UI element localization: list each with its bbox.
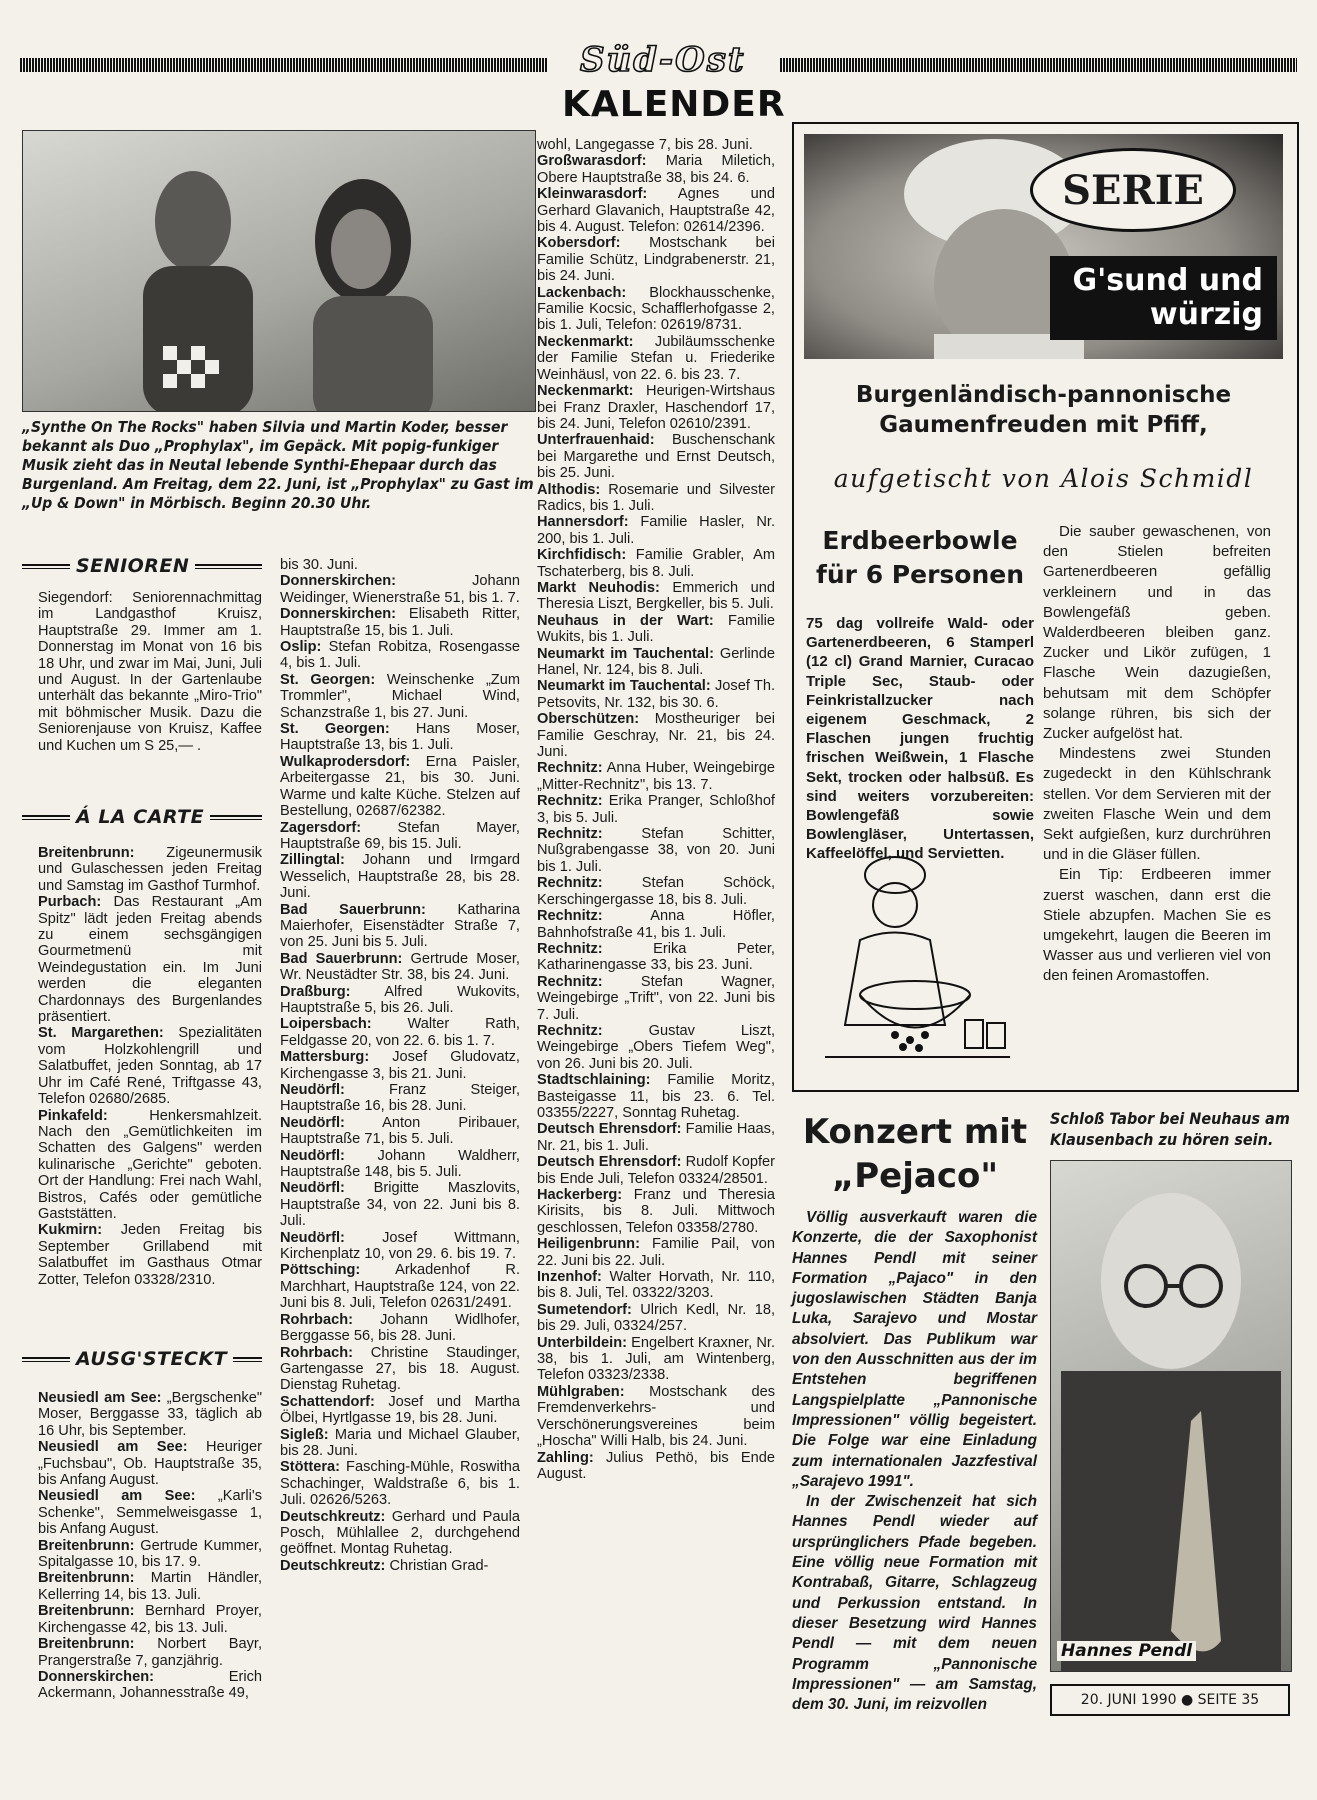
entry-text: Johann Widlhofer, Berggasse 56, bis 28. Juni. — [280, 1311, 520, 1345]
entry-place: Neckenmarkt: — [537, 333, 634, 350]
header-band-right — [780, 58, 1297, 72]
entry — [537, 137, 775, 153]
entry-text: Franz Steiger, Hauptstraße 16, bis 28. Juni. — [280, 1082, 520, 1115]
entry-place: Markt Neuhodis: — [537, 579, 660, 596]
entry — [280, 557, 520, 573]
entry-place: St. Georgen: — [280, 721, 390, 738]
entry-place: Neusiedl am See: — [38, 1488, 196, 1505]
entry-place: Stöttera: — [280, 1459, 340, 1476]
pendl-caption-top: Schloß Tabor bei Neuhaus am Klausenbach zu hören sein. — [1050, 1109, 1290, 1149]
entry-text: wohl, Langegasse 7, bis 28. Juni. — [537, 137, 753, 153]
recipe-method — [1043, 522, 1271, 987]
entry — [537, 760, 775, 793]
entry — [537, 1154, 775, 1187]
entry-text: Anna Huber, Weingebirge „Mitter-Rechnitz", bis 13. 7. — [537, 760, 775, 793]
entry — [537, 153, 775, 186]
konzert-p1: Völlig ausverkauft waren die Konzerte, die der Saxophonist Hannes Pendl mit seiner Formation „Pajaco" in den jugoslawischen Städten Banja Luka, Sarajevo und Mostar absolviert. Das Publikum war von den Ausschnitten aus der im Entstehen begriffenen Langspielplatte „Pannonische Impressionen" völlig begeistert. Die Folge war eine Einladung zum internationalen Jazzfestival „Sarajevo 1991". — [792, 1209, 1037, 1490]
entry-text: Mostschank des Fremdenverkehrs- und Verschönerungsvereines beim „Hoscha" Willi Halb, bis 24. Juni. — [537, 1383, 775, 1450]
entry-place: Kukmirn: — [38, 1222, 103, 1239]
entry — [280, 606, 520, 639]
entry — [280, 951, 520, 984]
entry-text: Erich Ackermann, Johannesstraße 49, — [38, 1668, 262, 1702]
entry — [280, 820, 520, 853]
serie-subtitle: aufgetischt von Alois Schmidl — [833, 464, 1254, 493]
entry — [537, 1072, 775, 1121]
entry — [280, 1115, 520, 1148]
entry — [537, 482, 775, 515]
entry-place: Mühlgraben: — [537, 1383, 625, 1400]
page-footer-date: 20. JUNI 1990 ● SEITE 35 — [1080, 1692, 1260, 1708]
kalender-logo-top: Süd-Ost — [580, 40, 746, 80]
entry-place: Zahling: — [537, 1449, 594, 1466]
entry-text: Alfred Wukovits, Hauptstraße 5, bis 26. Juli. — [280, 983, 520, 1016]
serie-badge: SERIE — [1030, 148, 1236, 232]
konzert-headline — [790, 1110, 1040, 1198]
entry — [537, 613, 775, 646]
entry-text: Spezialitäten vom Holzkohlengrill und Salatbuffet, jeden Sonntag, ab 17 Uhr im Café René, Triftgasse 43, Telefon 02680/2685. — [38, 1025, 262, 1108]
entry — [280, 672, 520, 721]
entry-text: Hans Moser, Hauptstraße 13, bis 1. Juli. — [280, 721, 520, 754]
entry-place: Deutsch Ehrensdorf: — [537, 1121, 682, 1138]
entry-text: Gertrude Moser, Wr. Neustädter Str. 38, bis 24. Juni. — [280, 950, 520, 984]
entry — [537, 875, 775, 908]
entry-text: Walter Rath, Feldgasse 20, von 22. 6. bis 1. 7. — [280, 1016, 520, 1049]
entry-place: Zillingtal: — [280, 852, 345, 869]
entry-place: St. Margarethen: — [38, 1025, 164, 1042]
entry — [38, 1222, 262, 1288]
entry-place: Pinkafeld: — [38, 1107, 108, 1124]
entry-place: Sumetendorf: — [537, 1301, 632, 1318]
entry — [280, 573, 520, 606]
entry-text: Christine Staudinger, Gartengasse 27, bis 18. August. Dienstag Ruhetag. — [280, 1344, 520, 1394]
entry-text: Familie Moritz, Basteigasse 11, bis 23. 6. Tel. 03355/2227, Sonntag Ruhetag. — [537, 1072, 775, 1121]
entry-text: Johann und Irmgard Wesselich, Hauptstraße 28, bis 28. Juni. — [280, 852, 520, 902]
entry-place: Unterfrauenhaid: — [537, 432, 655, 449]
recipe-method-p1: Die sauber gewaschenen, von den Stielen befreiten Gartenerdbeeren gefällig verkleinern und in das Bowlengefäß geben. Walderdbeeren bleiben ganz. Zucker und Likör zufügen, 1 Flasche Wein dazugießen, behutsam mit dem Schöpfer solange rühren, bis sich der Zucker aufgelöst hat. — [1043, 523, 1271, 743]
entry — [537, 1384, 775, 1450]
pendl-caption-bottom: Hannes Pendl — [1057, 1641, 1196, 1661]
entry-place: Breitenbrunn: — [38, 1636, 135, 1653]
entry — [280, 1180, 520, 1229]
entry — [537, 1335, 775, 1384]
entry-text: Stefan Schöck, Kerschingergasse 18, bis 8. Juli. — [537, 875, 775, 908]
entry-text: Katharina Maierhofer, Eisenstädter Straße 7, von 25. Juni bis 5. Juli. — [280, 901, 520, 951]
entry-place: Wulkaprodersdorf: — [280, 753, 411, 770]
entry — [38, 1570, 262, 1603]
entry — [280, 1558, 520, 1574]
kalender-logo — [556, 40, 786, 130]
entry-text: Siegendorf: Seniorennachmittag im Landgasthof Kruisz, Hauptstraße 29. Immer am 1. Donnerstag im Monat von 16 bis 18 Uhr, und zwar im Mai, Juni, Juli und August. In der Gartenlaube unterhält das bekannte „Miro-Trio" mit böhmischer Musik. Dazu die Seniorenjause von Kruisz, Kaffee und Kuchen um S 25,— . — [38, 590, 262, 754]
entry — [537, 1236, 775, 1269]
entry-place: Schattendorf: — [280, 1393, 375, 1410]
entry-place: Rechnitz: — [537, 826, 603, 843]
entry-text: Buschenschank bei Margarethe und Ernst Deutsch, bis 25. Juni. — [537, 432, 775, 482]
entry-place: Heiligenbrunn: — [537, 1236, 640, 1253]
entry-text: Weinschenke „Zum Trommler", Michael Wind, Schanzstraße 1, bis 27. Juni. — [280, 671, 520, 721]
entry-place: Rechnitz: — [537, 940, 603, 957]
gsund-line2: würzig — [1149, 297, 1263, 332]
entry-place: Zagersdorf: — [280, 819, 362, 836]
entry-place: Neusiedl am See: — [38, 1390, 162, 1406]
entry-text: Stefan Mayer, Hauptstraße 69, bis 15. Juli. — [280, 819, 520, 852]
entry-place: Rohrbach: — [280, 1311, 353, 1328]
entry-text: Emmerich und Theresia Liszt, Bergkeller, bis 5. Juli. — [537, 579, 776, 613]
entry — [280, 1459, 520, 1508]
entry — [38, 1538, 262, 1571]
entry-place: Rechnitz: — [537, 1022, 603, 1039]
entry-place: Deutsch Ehrensdorf: — [537, 1154, 682, 1171]
entry-text: Josef und Martha Ölbei, Hyrtlgasse 19, bis 28. Juni. — [280, 1393, 520, 1427]
entry-place: Rechnitz: — [537, 973, 603, 990]
recipe-title-line1: Erdbeerbowle — [822, 526, 1018, 555]
entry-place: Draßburg: — [280, 983, 351, 1000]
section-alacarte — [22, 806, 262, 828]
entry-place: St. Georgen: — [280, 671, 376, 688]
entry-place: Breitenbrunn: — [38, 845, 135, 861]
entry-text: Familie Grabler, Am Tschaterberg, bis 8. Juli. — [537, 547, 775, 580]
entry-place: Breitenbrunn: — [38, 1603, 135, 1620]
konzert-headline-line1: Konzert mit — [802, 1112, 1028, 1152]
entry-text: Martin Händler, Kellerring 14, bis 13. Juli. — [38, 1570, 262, 1603]
section-ausgsteckt-label: AUSG'STECKT — [76, 1348, 228, 1370]
entry-place: Neudörfl: — [280, 1229, 345, 1246]
entry — [537, 974, 775, 1023]
entry — [280, 1148, 520, 1181]
entry-text: Bernhard Proyer, Kirchengasse 42, bis 13. Juli. — [38, 1603, 262, 1636]
entry — [537, 908, 775, 941]
entry-place: Mattersburg: — [280, 1049, 370, 1066]
entry-text: Fasching-Mühle, Roswitha Schachinger, Waldstraße 6, bis 1. Juli. 02626/5263. — [280, 1459, 520, 1509]
entry-place: Rohrbach: — [280, 1344, 353, 1361]
entry — [537, 1450, 775, 1483]
entry-text: Mostheuriger bei Familie Geschray, Nr. 21, bis 24. Juni. — [537, 711, 775, 761]
entry-text: Stefan Schitter, Nußgrabengasse 38, von 20. Juni bis 1. Juli. — [537, 826, 775, 875]
entry-place: Bad Sauerbrunn: — [280, 950, 403, 967]
entry — [537, 383, 775, 432]
entry-place: Neumarkt im Tauchental: — [537, 645, 714, 662]
entry — [537, 711, 775, 760]
entry-place: Donnerskirchen: — [280, 606, 396, 623]
entry-text: Das Restaurant „Am Spitz" lädt jeden Freitag abends zu einem sechsgängigen Gourmetmenü mit Weindegustation ein. Im Juni werden die eleganten Chardonnays des Burgenlandes präsentiert. — [38, 894, 262, 1026]
entry-text: Maria Miletich, Obere Hauptstraße 38, bis 24. 6. — [537, 153, 775, 186]
entry — [537, 1121, 775, 1154]
entry-place: Neudörfl: — [280, 1082, 345, 1098]
entry — [280, 1427, 520, 1460]
entry — [38, 894, 262, 1025]
duo-photo — [22, 130, 536, 412]
entry-place: Oberschützen: — [537, 711, 640, 728]
column3-list — [537, 137, 775, 1482]
konzert-text — [792, 1208, 1037, 1715]
entry-text: Ulrich Kedl, Nr. 18, bis 29. Juli, 03324/257. — [537, 1301, 775, 1335]
entry-place: Breitenbrunn: — [38, 1570, 135, 1587]
page-footer — [1050, 1684, 1290, 1716]
duo-figures — [23, 131, 535, 411]
konzert-headline-line2: „Pejaco" — [831, 1156, 999, 1196]
serie-title-line1: Burgenländisch-pannonische — [855, 382, 1232, 408]
pendl-photo — [1050, 1160, 1292, 1672]
entry-text: Maria und Michael Glauber, bis 28. Juni. — [280, 1426, 520, 1459]
entry — [537, 826, 775, 875]
entry-text: Gustav Liszt, Weingebirge „Obers Tiefem Weg", von 26. Juni bis 20. Juli. — [537, 1022, 775, 1072]
entry-text: „Karli's Schenke", Semmelweisgasse 1, bis Anfang August. — [38, 1488, 262, 1538]
entry — [280, 1082, 520, 1115]
entry-place: Deutschkreutz: — [280, 1557, 386, 1574]
section-alacarte-label: Á LA CARTE — [76, 806, 205, 828]
entry — [537, 678, 775, 711]
recipe-method-p3: Ein Tip: Erdbeeren immer zuerst waschen, dann erst die Stiele abzupfen. Machen Sie es umgekehrt, laugen die Beeren im Wasser aus und verlieren viel von den feinen Aromastoffen. — [1043, 866, 1271, 985]
entry-text: Elisabeth Ritter, Hauptstraße 15, bis 1. Juli. — [280, 606, 520, 639]
entry-text: Julius Pethö, bis Ende August. — [537, 1449, 775, 1482]
entry-place: Kirchfidisch: — [537, 547, 627, 564]
entry-place: Breitenbrunn: — [38, 1537, 135, 1554]
entry-text: Zigeunermusik und Gulaschessen jeden Freitag und Samstag im Gasthof Turmhof. — [38, 845, 262, 894]
entry-text: Jeden Freitag bis September Grillabend mit Salatbuffet im Gasthaus Otmar Zotter, Telefon 03328/2310. — [38, 1222, 262, 1288]
entry-place: Hackerberg: — [537, 1187, 623, 1203]
recipe-method-p2: Mindestens zwei Stunden zugedeckt in den Kühlschrank stellen. Vor dem Servieren mit der zweiten Flasche Wein und dem Sekt aufgießen, kurz durchrühren und in die Gläser füllen. — [1043, 745, 1271, 864]
entry-place: Kleinwarasdorf: — [537, 186, 648, 203]
entry-place: Neusiedl am See: — [38, 1439, 188, 1456]
entry-place: Bad Sauerbrunn: — [280, 901, 426, 918]
entry — [38, 1108, 262, 1223]
entry-text: Erika Peter, Katharinengasse 33, bis 23. Juni. — [537, 940, 775, 974]
entry-place: Rechnitz: — [537, 760, 603, 777]
entry-place: Inzenhof: — [537, 1269, 602, 1286]
entry-place: Neckenmarkt: — [537, 383, 634, 400]
entry-text: Norbert Bayr, Prangerstraße 7, ganzjährig. — [38, 1636, 262, 1669]
entry-text: Gerlinde Hanel, Nr. 124, bis 8. Juli. — [537, 645, 776, 678]
senioren-list — [38, 590, 262, 754]
entry-text: Henkersmahlzeit. Nach den „Gemütlichkeiten im Schatten des Galgens" werden kulinarische „Gerichte" geboten. Ort der Handlung: Frei nach Wahl, Bistros, Cafés oder gemütliche Gaststätten. — [38, 1107, 262, 1222]
ausgsteckt-list — [38, 1390, 262, 1702]
entry — [537, 1302, 775, 1335]
entry — [537, 514, 775, 547]
entry — [537, 432, 775, 481]
entry-text: Familie Hasler, Nr. 200, bis 1. Juli. — [537, 514, 775, 547]
entry — [280, 1262, 520, 1311]
entry — [537, 646, 775, 679]
entry-text: Christian Grad- — [385, 1557, 489, 1574]
entry-text: Heurigen-Wirtshaus bei Franz Draxler, Haschendorf 17, bis 24. Juni, Telefon 02610/2391. — [537, 383, 775, 432]
entry-text: Johann Waldherr, Hauptstraße 148, bis 5. Juli. — [280, 1147, 520, 1181]
entry-place: Deutschkreutz: — [280, 1508, 386, 1525]
entry — [280, 1345, 520, 1394]
entry-text: Johann Weidinger, Wienerstraße 51, bis 1. 7. — [280, 573, 520, 606]
entry-place: Donnerskirchen: — [38, 1668, 154, 1685]
entry-place: Purbach: — [38, 894, 102, 911]
entry — [537, 235, 775, 284]
entry-text: Arkadenhof R. Marchhart, Hauptstraße 124, von 22. Juni bis 8. Juli, Telefon 02631/2491. — [280, 1262, 520, 1312]
entry — [280, 902, 520, 951]
entry — [38, 1025, 262, 1107]
gsund-line1: G'sund und — [1072, 263, 1263, 298]
section-senioren-label: SENIOREN — [76, 555, 190, 577]
entry — [38, 1439, 262, 1488]
recipe-ingredients: 75 dag vollreife Wald- oder Gartenerdbeeren, 6 Stamperl (12 cl) Grand Marnier, Curacao Triple Sec, Staub- oder Feinkristallzucker nach eigenem Geschmack, 2 Flaschen jungen fruchtig frischen Weißwein, 1 Flasche Sekt, trocken oder halbsüß. Es sind weiters vorzubereiten: Bowlengefäß sowie Bowlengläser, Untertassen, Kaffeelöffel, und Servietten. — [806, 615, 1034, 863]
column2-list — [280, 557, 520, 1574]
duo-caption: „Synthe On The Rocks" haben Silvia und Martin Koder, besser bekannt als Duo „Prophylax", im Gepäck. Mit popig-funkiger Musik zieht das in Neutal lebende Synthi-Ehepaar durch das Burgenland. Am Freitag, dem 22. Juni, ist „Prophylax" zu Gast im „Up & Down" in Mörbisch. Beginn 20.30 Uhr. — [22, 418, 534, 512]
entry-text: Familie Wukits, bis 1. Juli. — [537, 612, 775, 646]
recipe-title — [806, 524, 1034, 592]
entry — [280, 1049, 520, 1082]
entry-text: Jubiläumsschenke der Familie Stefan u. Friederike Weinhäusl, von 22. 6. bis 23. 7. — [537, 333, 775, 383]
entry — [280, 1016, 520, 1049]
entry — [38, 1390, 262, 1439]
entry — [537, 1023, 775, 1072]
entry-text: „Bergschenke" Moser, Berggasse 33, täglich ab 16 Uhr, bis September. — [38, 1390, 263, 1439]
entry-text: Rudolf Kopfer bis Ende Juli, Telefon 03324/28501. — [537, 1154, 776, 1187]
entry — [38, 1488, 262, 1537]
entry-place: Neudörfl: — [280, 1180, 345, 1197]
entry-text: Franz und Theresia Kirisits, bis 8. Juli. Mittwoch geschlossen, Telefon 03358/2780. — [537, 1187, 775, 1236]
entry-place: Loipersbach: — [280, 1016, 372, 1033]
entry — [280, 1230, 520, 1263]
alacarte-list — [38, 845, 262, 1288]
entry — [537, 1269, 775, 1302]
konzert-p2: In der Zwischenzeit hat sich Hannes Pendl wieder auf ursprünglichers Pfade begeben. Eine völlig neue Formation mit Kontrabaß, Gitarre, Schlagzeug und Perkussion entstand. In dieser Besetzung wird Hannes Pendl — mit dem neuen Programm „Pannonische Impressionen" — am Samstag, dem 30. Juni, im reizvollen — [792, 1493, 1037, 1714]
entry-text: Stefan Robitza, Rosengasse 4, bis 1. Juli. — [280, 639, 520, 672]
entry-text: Stefan Wagner, Weingebirge „Trift", von 22. Juni bis 7. Juli. — [537, 973, 775, 1023]
entry-place: Althodis: — [537, 481, 601, 498]
entry — [537, 941, 775, 974]
entry — [537, 580, 775, 613]
entry — [537, 334, 775, 383]
entry-place: Neudörfl: — [280, 1147, 345, 1164]
entry-text: Anna Höfler, Bahnhofstraße 41, bis 1. Juli. — [537, 908, 775, 941]
entry — [38, 845, 262, 894]
entry-place: Rechnitz: — [537, 793, 603, 810]
entry-text: Josef Th. Petsovits, Nr. 132, bis 30. 6. — [537, 678, 775, 711]
entry — [537, 547, 775, 580]
entry-text: Anton Piribauer, Hauptstraße 71, bis 5. Juli. — [280, 1114, 520, 1148]
entry — [280, 754, 520, 820]
entry-text: Agnes und Gerhard Glavanich, Hauptstraße 42, bis 4. August. Telefon: 02614/2396. — [537, 186, 775, 236]
serie-title-line2: Gaumenfreuden mit Pfiff, — [879, 412, 1208, 438]
entry-text: Rosemarie und Silvester Radics, bis 1. Juli. — [537, 481, 775, 514]
entry-text: Erna Paisler, Arbeitergasse 21, bis 30. Juni. Warme und kalte Küche. Stelzen auf Bestellung, 02687/62382. — [280, 753, 520, 820]
entry — [280, 1394, 520, 1427]
entry-place: Neuhaus in der Wart: — [537, 612, 714, 629]
entry-place: Oslip: — [280, 639, 322, 656]
entry-text: Familie Haas, Nr. 21, bis 1. Juli. — [537, 1121, 775, 1154]
recipe-title-line2: für 6 Personen — [815, 560, 1025, 589]
entry — [38, 1636, 262, 1669]
section-ausgsteckt — [22, 1348, 262, 1370]
entry — [280, 639, 520, 672]
entry-text: Josef Wittmann, Kirchenplatz 10, von 29. 6. bis 19. 7. — [280, 1229, 520, 1263]
entry — [537, 186, 775, 235]
entry-text: Gerhard und Paula Posch, Mühlallee 2, durchgehend geöffnet. Montag Ruhetag. — [280, 1508, 520, 1558]
entry-place: Stadtschlaining: — [537, 1072, 651, 1089]
entry — [280, 1312, 520, 1345]
entry-text: Engelbert Kraxner, Nr. 38, bis 1. Juli, am Wintenberg, Telefon 03323/2338. — [537, 1334, 775, 1384]
entry-place: Kobersdorf: — [537, 235, 621, 252]
entry-place: Donnerskirchen: — [280, 573, 396, 590]
entry-place: Neumarkt im Tauchental: — [537, 678, 711, 695]
header-band-left — [20, 58, 548, 72]
entry-text: Walter Horvath, Nr. 110, bis 8. Juli, Tel. 03322/3203. — [537, 1269, 775, 1302]
entry — [38, 1603, 262, 1636]
kalender-logo-bottom: KALENDER — [562, 84, 786, 125]
entry — [38, 1669, 262, 1702]
entry-text: Erika Pranger, Schloßhof 3, bis 5. Juli. — [537, 793, 775, 826]
entry-place: Pöttsching: — [280, 1262, 361, 1279]
entry — [537, 1187, 775, 1236]
entry-text: Heuriger „Fuchsbau", Ob. Hauptstraße 35, bis Anfang August. — [38, 1439, 263, 1489]
entry — [38, 590, 262, 754]
pendl-figure — [1051, 1161, 1291, 1671]
entry — [537, 793, 775, 826]
entry-place: Hannersdorf: — [537, 514, 629, 531]
entry-place: Lackenbach: — [537, 284, 627, 301]
serie-title — [804, 380, 1283, 440]
entry-text: Josef Gludovatz, Kirchengasse 3, bis 21. Juni. — [280, 1049, 520, 1082]
entry — [280, 852, 520, 901]
entry-place: Rechnitz: — [537, 875, 603, 892]
entry — [280, 984, 520, 1017]
entry-place: Unterbildein: — [537, 1334, 627, 1351]
entry — [537, 285, 775, 334]
gsund-overlay — [1050, 256, 1277, 340]
entry-text: bis 30. Juni. — [280, 557, 358, 573]
entry — [280, 721, 520, 754]
section-senioren — [22, 555, 262, 577]
entry-place: Sigleß: — [280, 1426, 329, 1443]
bowl-illustration — [815, 845, 1015, 1070]
entry — [280, 1509, 520, 1558]
entry-text: Blockhausschenke, Familie Kocsic, Schafflerhofgasse 2, bis 1. Juli, Telefon: 02619/8731. — [537, 284, 775, 334]
entry-text: Gertrude Kummer, Spitalgasse 10, bis 17. 9. — [38, 1537, 262, 1571]
entry-text: Mostschank bei Familie Schütz, Lindgrabenerstr. 21, bis 24. Juni. — [537, 235, 775, 285]
entry-place: Neudörfl: — [280, 1114, 345, 1131]
entry-text: Brigitte Maszlovits, Hauptstraße 34, von 22. Juni bis 8. Juli. — [280, 1180, 520, 1230]
entry-place: Rechnitz: — [537, 908, 603, 925]
entry-text: Familie Pail, von 22. Juni bis 22. Juli. — [537, 1236, 775, 1269]
entry-place: Großwarasdorf: — [537, 153, 647, 170]
